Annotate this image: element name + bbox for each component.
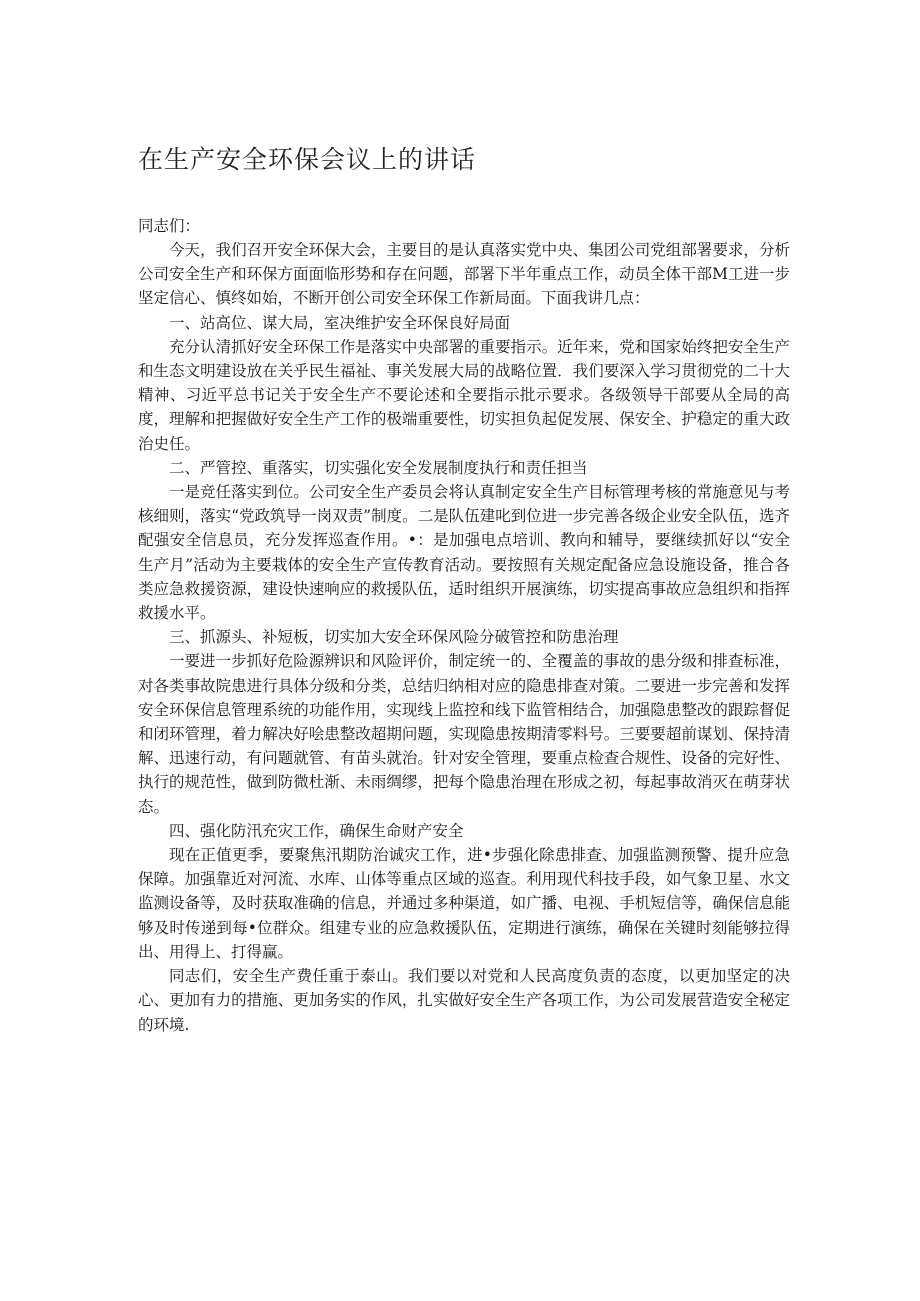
closing-paragraph: 同志们，安全生产费任重于泰山。我们要以对党和人民高度负责的态度，以更加坚定的决心、更加有力的措施、更加务实的作风，扎实做好安全生产各项工作，为公司发展营造安全秘定的环境. — [138, 967, 790, 1034]
section-body-3: 一要进一步抓好危险源辨识和风险评价，制定统一的、全覆盖的事故的患分级和排查标准，对各类事故院患进行具体分级和分类，总结归纳相对应的隐患排查对策。二要进一步完善和发挥安全环保信息管理系统的功能作用，实现线上监控和线下监管相结合，加强隐患整改的跟踪督促和闭环管理，着力解决好哙患整改超期问题，实现隐患按期清零料号。三要要超前谋划、保持清解、迅速行动，有问题就管、有苗头就治。针对安全管理，要重点检查合规性、设备的完好性、执行的规范性，做到防微杜渐、未雨绸缪，把每个隐患治理在形成之初，每起事故消灭在萌芽状态。 — [138, 652, 790, 816]
section-heading-2: 二、严管控、重落实，切实强化安全发展制度执行和责任担当 — [169, 458, 588, 477]
section-body-2: 一是竞任落实到位。公司安全生产委员会将认真制定安全生产目标管理考核的常施意见与考核细则，落实“党政筑导一岗双责”制度。二是队伍建叱到位进一步完善各级企业安全队伍，选齐配强安全信息员，充分发挥巡查作用。•：是加强电点培训、教向和辅导，要继续抓好以“安全生产月”活动为主要栽体的安全生产宣传教育活动。要按照有关规定配备应急设施设备，推合各类应急救援资源，建设快速响应的救援队伍，适时组织开展演练，切实提高事故应急组织和指挥救援水平。 — [138, 483, 790, 623]
section-heading-1: 一、站高位、谋大局，室决维护安全环保良好局面 — [169, 313, 511, 332]
salutation: 同志们： — [138, 217, 201, 235]
section-heading-3: 三、抓源头、补短板，切实加大安全环保风险分破管控和防患治理 — [169, 628, 619, 647]
section-body-4: 现在正值更季，要聚焦汛期防治诚灾工作，进•步强化除患排查、加强监测预警、提升应急保障。加强靠近对河流、水库、山体等重点区域的巡查。利用现代科技手段，如气象卫星、水文监测设备等，及时获取准确的信息，并通过多种渠道，如广播、电视、手机短信等，确保信息能够及时传递到每•位群众。组建专业的应急救援队伍，定期进行演练，确保在关键时刻能够拉得出、用得上、打得赢。 — [138, 846, 790, 961]
page-title: 在生产安全环保会议上的讲话 — [138, 145, 477, 174]
section-body-1: 充分认清抓好安全环保工作是落实中央部署的重要指示。近年来，党和国家始终把安全生产和生态文明建设放在关乎民生福祉、事关发展大局的战略位置．我们要深入学习贯彻党的二十大精神、习近平总书记关于安全生产不要论述和全要指示批示要求。各级领导干部要从全局的高度，理解和把握做好安全生产工作的极端重要性，切实担负起促发展、保安全、护稳定的重大政治史任。 — [138, 337, 790, 453]
section-heading-4: 四、强化防汛充灾工作，确保生命财产安全 — [169, 821, 464, 840]
intro-paragraph: 今天，我们召开安全环保大会，主要目的是认真落实党中央、集团公司党组部署要求，分析公司安全生产和环保方面面临形势和存在问题，部署下半年重点工作，动员全体干部M工进一步坚定信心、慎终如始，不断开创公司安全环保工作新局面。下面我讲几点： — [138, 241, 790, 308]
document-page — [138, 140, 790, 1037]
